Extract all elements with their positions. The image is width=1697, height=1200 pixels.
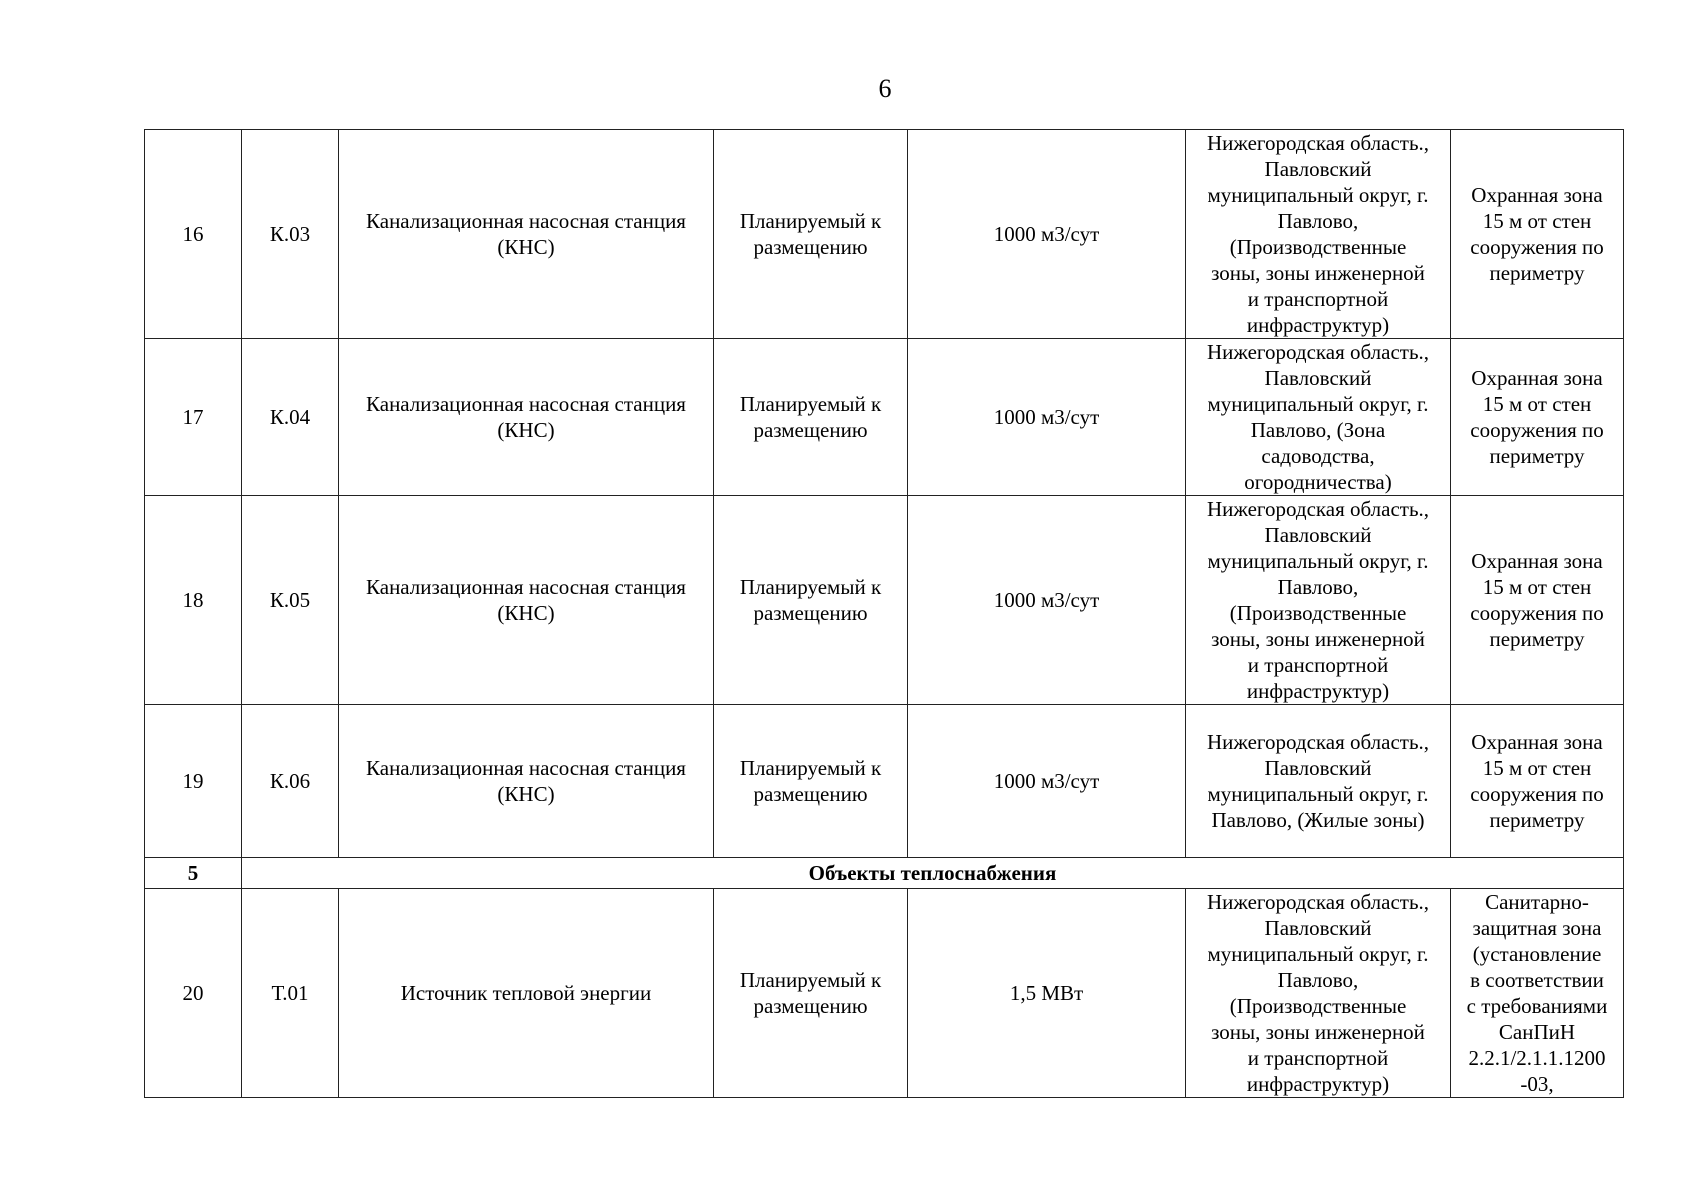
- text-line: с требованиями: [1466, 994, 1608, 1018]
- table-row: [145, 705, 1624, 858]
- text-line: Нижегородская область.,: [1206, 730, 1430, 754]
- text-line: Павлово,: [1277, 209, 1359, 233]
- object-location: [1186, 705, 1451, 858]
- text-line: Источник тепловой энергии: [400, 981, 652, 1005]
- object-status: [714, 705, 908, 858]
- objects-table: [144, 129, 1624, 1098]
- text-line: Охранная зона: [1471, 183, 1603, 207]
- row-number: 18: [145, 496, 242, 705]
- text-line: размещению: [753, 782, 868, 806]
- section-number: 5: [145, 858, 242, 889]
- text-line: Санитарно-: [1485, 890, 1589, 914]
- text-line: периметру: [1489, 444, 1585, 468]
- text-line: Планируемый к: [739, 209, 882, 233]
- text-line: (КНС): [497, 235, 555, 259]
- object-name: [339, 496, 714, 705]
- text-line: Канализационная насосная станция: [366, 756, 686, 780]
- object-capacity: 1000 м3/сут: [908, 130, 1186, 339]
- section-title: Объекты теплоснабжения: [242, 858, 1624, 889]
- text-line: и транспортной: [1247, 287, 1389, 311]
- text-line: Павловский: [1264, 366, 1372, 390]
- text-line: Охранная зона: [1471, 730, 1603, 754]
- object-status: [714, 130, 908, 339]
- object-name: [339, 339, 714, 496]
- page-number: 6: [878, 74, 892, 103]
- text-line: (Производственные: [1229, 994, 1407, 1018]
- text-line: Планируемый к: [739, 392, 882, 416]
- object-location: [1186, 889, 1451, 1098]
- text-line: Охранная зона: [1471, 549, 1603, 573]
- object-location: [1186, 339, 1451, 496]
- text-line: Павловский: [1264, 756, 1372, 780]
- text-line: муниципальный округ, г.: [1207, 392, 1429, 416]
- text-line: Нижегородская область.,: [1206, 890, 1430, 914]
- object-name: [339, 130, 714, 339]
- object-location: [1186, 130, 1451, 339]
- text-line: Павлово, (Зона: [1250, 418, 1386, 442]
- object-capacity: 1000 м3/сут: [908, 496, 1186, 705]
- text-line: Нижегородская область.,: [1206, 340, 1430, 364]
- text-line: зоны, зоны инженерной: [1211, 627, 1425, 651]
- text-line: Планируемый к: [739, 756, 882, 780]
- text-line: (установление: [1472, 942, 1602, 966]
- row-number: 20: [145, 889, 242, 1098]
- object-code: Т.01: [242, 889, 339, 1098]
- text-line: сооружения по: [1470, 235, 1604, 259]
- text-line: Охранная зона: [1471, 366, 1603, 390]
- text-line: инфраструктур): [1246, 1072, 1390, 1096]
- text-line: (КНС): [497, 782, 555, 806]
- text-line: (Производственные: [1229, 601, 1407, 625]
- text-line: и транспортной: [1247, 653, 1389, 677]
- text-line: Канализационная насосная станция: [366, 209, 686, 233]
- text-line: Павловский: [1264, 916, 1372, 940]
- text-line: Планируемый к: [739, 968, 882, 992]
- object-zone: [1451, 339, 1624, 496]
- object-capacity: 1000 м3/сут: [908, 339, 1186, 496]
- text-line: огородничества): [1244, 470, 1392, 494]
- text-line: -03,: [1520, 1072, 1554, 1096]
- object-name: [339, 705, 714, 858]
- text-line: Нижегородская область.,: [1206, 497, 1430, 521]
- text-line: Нижегородская область.,: [1206, 131, 1430, 155]
- text-line: муниципальный округ, г.: [1207, 549, 1429, 573]
- text-line: инфраструктур): [1246, 313, 1390, 337]
- text-line: сооружения по: [1470, 601, 1604, 625]
- text-line: периметру: [1489, 261, 1585, 285]
- text-line: 15 м от стен: [1482, 575, 1592, 599]
- object-code: К.05: [242, 496, 339, 705]
- text-line: Планируемый к: [739, 575, 882, 599]
- text-line: Канализационная насосная станция: [366, 575, 686, 599]
- text-line: размещению: [753, 601, 868, 625]
- text-line: муниципальный округ, г.: [1207, 942, 1429, 966]
- text-line: (КНС): [497, 601, 555, 625]
- text-line: зоны, зоны инженерной: [1211, 261, 1425, 285]
- text-line: периметру: [1489, 627, 1585, 651]
- text-line: садоводства,: [1261, 444, 1375, 468]
- text-line: зоны, зоны инженерной: [1211, 1020, 1425, 1044]
- object-code: К.03: [242, 130, 339, 339]
- text-line: (КНС): [497, 418, 555, 442]
- text-line: в соответствии: [1470, 968, 1604, 992]
- text-line: Павлово, (Жилые зоны): [1211, 808, 1425, 832]
- text-line: 15 м от стен: [1482, 209, 1592, 233]
- table-row: [145, 496, 1624, 705]
- text-line: размещению: [753, 235, 868, 259]
- object-name: [339, 889, 714, 1098]
- object-capacity: 1,5 МВт: [908, 889, 1186, 1098]
- text-line: СанПиН: [1498, 1020, 1576, 1044]
- object-location: [1186, 496, 1451, 705]
- text-line: 15 м от стен: [1482, 392, 1592, 416]
- object-code: К.06: [242, 705, 339, 858]
- object-status: [714, 889, 908, 1098]
- text-line: Павловский: [1264, 157, 1372, 181]
- text-line: размещению: [753, 418, 868, 442]
- row-number: 19: [145, 705, 242, 858]
- object-zone: [1451, 889, 1624, 1098]
- text-line: (Производственные: [1229, 235, 1407, 259]
- object-zone: [1451, 130, 1624, 339]
- text-line: защитная зона: [1472, 916, 1602, 940]
- object-zone: [1451, 496, 1624, 705]
- table-row: [145, 130, 1624, 339]
- text-line: Павлово,: [1277, 575, 1359, 599]
- table-row: [145, 339, 1624, 496]
- text-line: Павлово,: [1277, 968, 1359, 992]
- text-line: инфраструктур): [1246, 679, 1390, 703]
- text-line: периметру: [1489, 808, 1585, 832]
- text-line: Павловский: [1264, 523, 1372, 547]
- text-line: сооружения по: [1470, 418, 1604, 442]
- object-status: [714, 339, 908, 496]
- text-line: 15 м от стен: [1482, 756, 1592, 780]
- object-zone: [1451, 705, 1624, 858]
- text-line: 2.2.1/2.1.1.1200: [1468, 1046, 1606, 1070]
- object-code: К.04: [242, 339, 339, 496]
- text-line: сооружения по: [1470, 782, 1604, 806]
- text-line: Канализационная насосная станция: [366, 392, 686, 416]
- section-row: [145, 858, 1624, 889]
- row-number: 17: [145, 339, 242, 496]
- text-line: размещению: [753, 994, 868, 1018]
- text-line: и транспортной: [1247, 1046, 1389, 1070]
- text-line: муниципальный округ, г.: [1207, 183, 1429, 207]
- row-number: 16: [145, 130, 242, 339]
- table-row: [145, 889, 1624, 1098]
- object-status: [714, 496, 908, 705]
- object-capacity: 1000 м3/сут: [908, 705, 1186, 858]
- text-line: муниципальный округ, г.: [1207, 782, 1429, 806]
